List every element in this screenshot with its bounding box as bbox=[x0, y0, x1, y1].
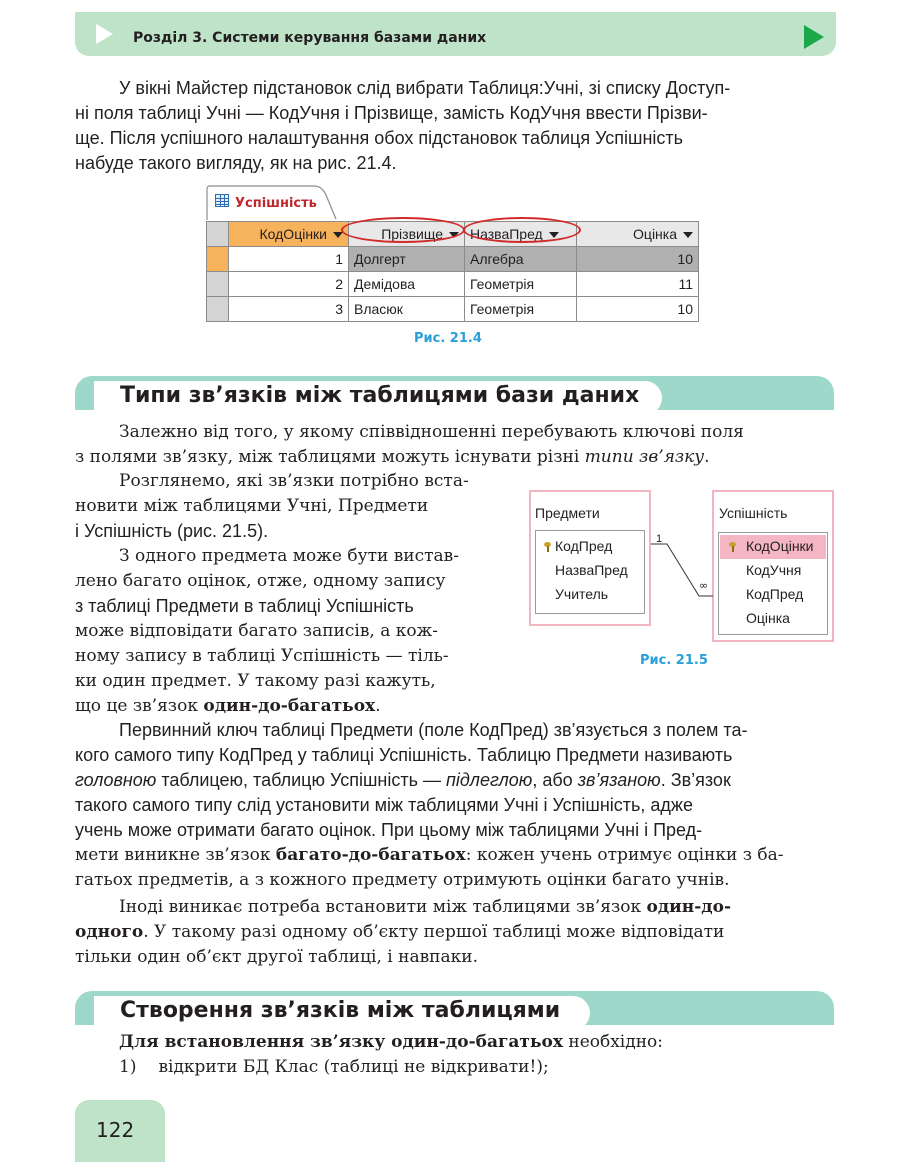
relation-table-title: Успішність bbox=[719, 505, 788, 521]
text-span: . Зв’язок bbox=[660, 770, 731, 790]
section-title-types: Типи зв’язків між таблицями бази даних bbox=[120, 383, 640, 408]
term-types-of-relations: типи зв’язку bbox=[584, 447, 705, 467]
paragraph-line: ки один предмет. У такому разі кажуть, bbox=[75, 671, 436, 691]
datasheet-table-icon bbox=[215, 194, 229, 207]
row-selector[interactable] bbox=[207, 297, 229, 322]
step-number: 1) bbox=[119, 1057, 137, 1077]
intro-line-4: набуде такого вигляду, як на рис. 21.4. bbox=[75, 153, 397, 173]
table-cell[interactable]: Геометрія bbox=[465, 297, 577, 322]
term-setup-one-to-many: Для встановлення зв’язку один-до-багатьох bbox=[119, 1032, 563, 1052]
term-many-to-many: багато-до-багатьох bbox=[275, 845, 466, 865]
paragraph-line: з таблиці Предмети в таблиці Успішність bbox=[75, 596, 414, 616]
intro-line-2: ні поля таблиці Учні — КодУчня і Прізвище, замість КодУчня ввести Прізви- bbox=[75, 103, 708, 123]
figure-21-5-caption: Рис. 21.5 bbox=[640, 653, 708, 668]
term-one-to-one: один-до- bbox=[646, 897, 732, 917]
column-header-label: Оцінка bbox=[633, 226, 677, 242]
highlight-ring-nazvapred bbox=[463, 217, 581, 243]
paragraph-line: кого самого типу КодПред у таблиці Успішність. Таблицю Предмети називають bbox=[75, 745, 733, 765]
paragraph-line: Розглянемо, які зв’язки потрібно вста- bbox=[119, 471, 469, 491]
text-span: що це зв’язок bbox=[75, 696, 204, 716]
text-span: . bbox=[704, 447, 710, 467]
select-all-cell[interactable] bbox=[207, 222, 229, 247]
table-row bbox=[207, 272, 699, 297]
intro-line-1: У вікні Майстер підстановок слід вибрати Таблиця:Учні, зі списку Доступ- bbox=[119, 78, 731, 98]
table-cell[interactable]: Демідова bbox=[349, 272, 465, 297]
text-span: з полями зв’язку, між таблицями можуть існувати різні bbox=[75, 447, 585, 467]
table-cell[interactable]: Долгерт bbox=[349, 247, 465, 272]
table-cell[interactable]: Алгебра bbox=[465, 247, 577, 272]
paragraph-line: новити між таблицями Учні, Предмети bbox=[75, 496, 429, 516]
field-uchytel[interactable]: Учитель bbox=[555, 586, 609, 602]
chapter-title: Розділ 3. Системи керування базами даних bbox=[133, 30, 487, 46]
text-span: мети виникне зв’язок bbox=[75, 845, 276, 865]
paragraph-line: учень може отримати багато оцінок. При цьому між таблицями Учні і Пред- bbox=[75, 820, 703, 840]
text-span: . bbox=[375, 696, 381, 716]
intro-line-3: ще. Після успішного налаштування обох підстановок таблиця Успішність bbox=[75, 128, 684, 148]
text-span: таблицею, таблицю Успішність — bbox=[156, 770, 446, 790]
field-kodocinky[interactable]: КодОцінки bbox=[746, 538, 814, 554]
relation-one-label: 1 bbox=[656, 533, 663, 545]
header-left-triangle-icon bbox=[96, 24, 113, 44]
primary-key-icon bbox=[543, 542, 552, 552]
relation-table-title: Предмети bbox=[535, 505, 600, 521]
text-span: Іноді виникає потреба встановити між таблицями зв’язок bbox=[119, 897, 647, 917]
paragraph-line: ному запису в таблиці Успішність — тіль- bbox=[75, 646, 449, 666]
table-cell[interactable]: 3 bbox=[229, 297, 349, 322]
paragraph-line bbox=[75, 920, 833, 945]
field-kodpred[interactable]: КодПред bbox=[746, 586, 804, 602]
paragraph-line: лено багато оцінок, отже, одному запису bbox=[75, 571, 446, 591]
row-selector[interactable] bbox=[207, 247, 229, 272]
term-one-to-one-end: одного bbox=[75, 922, 144, 942]
paragraph-line bbox=[75, 1030, 833, 1055]
relation-table-predmety[interactable] bbox=[529, 490, 651, 626]
section1-paragraph-5 bbox=[75, 895, 833, 970]
primary-key-icon bbox=[728, 542, 737, 552]
paragraph-line: може відповідати багато записів, а кож- bbox=[75, 621, 438, 641]
header-right-triangle-icon bbox=[804, 25, 824, 49]
paragraph-line bbox=[75, 768, 833, 793]
column-header-label: КодОцінки bbox=[259, 226, 327, 242]
text-span: : кожен учень отримує оцінки з ба- bbox=[465, 845, 784, 865]
paragraph-line: гатьох предметів, а з кожного предмету отримують оцінки багато учнів. bbox=[75, 870, 730, 890]
paragraph-line bbox=[75, 694, 506, 719]
paragraph-line bbox=[75, 843, 833, 868]
table-tab-title[interactable]: Успішність bbox=[235, 196, 317, 211]
paragraph-line: і Успішність (рис. 21.5). bbox=[75, 521, 269, 541]
paragraph-line: такого самого типу слід установити між таблицями Учні і Успішність, адже bbox=[75, 795, 693, 815]
section-title-creating: Створення зв’язків між таблицями bbox=[120, 998, 561, 1023]
table-cell[interactable]: Геометрія bbox=[465, 272, 577, 297]
relation-many-label: ∞ bbox=[699, 579, 709, 592]
field-koduchnya[interactable]: КодУчня bbox=[746, 562, 802, 578]
table-cell[interactable]: 2 bbox=[229, 272, 349, 297]
dropdown-arrow-icon[interactable] bbox=[683, 232, 693, 238]
intro-paragraph bbox=[75, 76, 833, 176]
text-span: . У такому разі одному об’єкту першої таблиці може відповідати bbox=[143, 922, 725, 942]
term-linked: зв’язаною bbox=[577, 770, 661, 790]
section1-paragraph-1 bbox=[75, 420, 833, 470]
text-span: , або bbox=[532, 770, 578, 790]
text-span: необхідно: bbox=[562, 1032, 664, 1052]
row-selector[interactable] bbox=[207, 272, 229, 297]
relation-table-uspishnist[interactable] bbox=[712, 490, 834, 642]
table-cell[interactable]: Власюк bbox=[349, 297, 465, 322]
column-header-ocinka[interactable] bbox=[577, 222, 699, 247]
term-main: головною bbox=[75, 770, 157, 790]
table-cell[interactable]: 10 bbox=[577, 247, 699, 272]
paragraph-line bbox=[75, 895, 833, 920]
field-ocinka[interactable]: Оцінка bbox=[746, 610, 790, 626]
column-header-kodocinky[interactable] bbox=[229, 222, 349, 247]
column-header-label: НазваПред bbox=[470, 226, 543, 242]
figure-21-4 bbox=[206, 185, 700, 321]
table-cell[interactable]: 1 bbox=[229, 247, 349, 272]
term-one-to-many: один-до-багатьох bbox=[203, 696, 376, 716]
table-row bbox=[207, 247, 699, 272]
section1-paragraph-2 bbox=[75, 469, 506, 719]
paragraph-line bbox=[75, 445, 833, 470]
paragraph-line: тільки один об’єкт другої таблиці, і навпаки. bbox=[75, 947, 478, 967]
paragraph-line: З одного предмета може бути вистав- bbox=[119, 546, 459, 566]
table-row bbox=[207, 297, 699, 322]
table-cell[interactable]: 10 bbox=[577, 297, 699, 322]
figure-21-4-caption: Рис. 21.4 bbox=[414, 331, 482, 346]
field-nazvapred[interactable]: НазваПред bbox=[555, 562, 628, 578]
paragraph-line: Залежно від того, у якому співвідношенні перебувають ключові поля bbox=[119, 422, 744, 442]
table-cell[interactable]: 11 bbox=[577, 272, 699, 297]
step-text: відкрити БД Клас (таблиці не відкривати!); bbox=[158, 1057, 549, 1077]
section2-paragraph bbox=[75, 1030, 833, 1080]
page-number: 122 bbox=[96, 1118, 135, 1142]
paragraph-line: Первинний ключ таблиці Предмети (поле КодПред) зв’язується з полем та- bbox=[119, 720, 748, 740]
dropdown-arrow-icon[interactable] bbox=[333, 232, 343, 238]
step-1 bbox=[75, 1055, 833, 1080]
field-kodpred[interactable]: КодПред bbox=[555, 538, 613, 554]
highlight-ring-prizvyshche bbox=[341, 217, 465, 243]
column-header-label: Прізвище bbox=[381, 226, 443, 242]
term-subordinate: підлеглою bbox=[445, 770, 533, 790]
section1-paragraph-4 bbox=[75, 718, 833, 893]
